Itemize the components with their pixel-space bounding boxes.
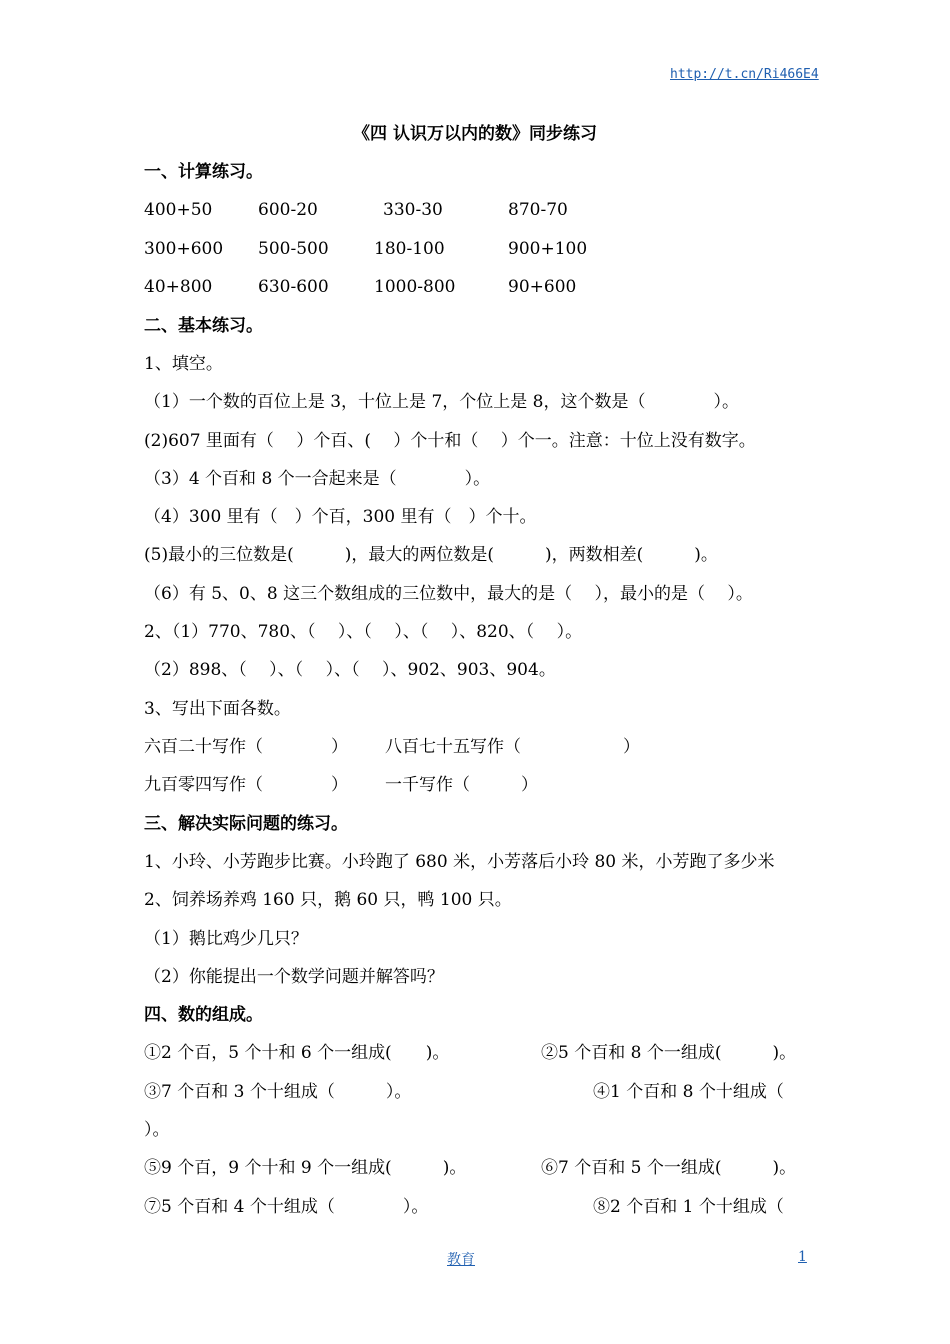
composition-item: ①2 个百，5 个十和 6 个一组成( )。 — [144, 1043, 450, 1063]
composition-item: ⑧2 个百和 1 个十组成（ — [593, 1197, 784, 1217]
write-numbers-label: 3、写出下面各数。 — [144, 699, 291, 719]
page-number: 1 — [798, 1249, 807, 1265]
fill-blank-item: （4）300 里有（ ）个百，300 里有（ ）个十。 — [144, 507, 537, 527]
footer-label-link[interactable]: 教育 — [447, 1252, 475, 1268]
fill-blank-item: (5)最小的三位数是( )，最大的两位数是( )，两数相差( )。 — [144, 545, 718, 565]
composition-item: ⑤9 个百，9 个十和 9 个一组成( )。 — [144, 1158, 467, 1178]
section4-heading: 四、数的组成。 — [144, 1005, 263, 1025]
section1-heading: 一、计算练习。 — [144, 162, 263, 182]
sequence-item: 2、（1）770、780、（ ）、（ ）、（ ）、820、（ ）。 — [144, 622, 583, 642]
calc-cell: 630-600 — [258, 277, 329, 297]
write-number-item: 八百七十五写作（ ） — [385, 737, 640, 757]
composition-item: ⑥7 个百和 5 个一组成( )。 — [541, 1158, 797, 1178]
calc-cell: 870-70 — [508, 200, 568, 220]
composition-item: ②5 个百和 8 个一组成( )。 — [541, 1043, 797, 1063]
composition-item: ③7 个百和 3 个十组成（ ）。 — [144, 1082, 412, 1102]
header-url-link[interactable]: http://t.cn/Ri466E4 — [670, 67, 819, 82]
composition-item: ⑦5 个百和 4 个十组成（ ）。 — [144, 1197, 429, 1217]
calc-cell: 1000-800 — [374, 277, 456, 297]
calc-cell: 40+800 — [144, 277, 213, 297]
fill-blank-label: 1、填空。 — [144, 354, 223, 374]
section3-heading: 三、解决实际问题的练习。 — [144, 814, 348, 834]
fill-blank-item: (2)607 里面有（ ）个百、( ）个十和（ ）个一。注意：十位上没有数字。 — [144, 431, 756, 451]
calc-cell: 400+50 — [144, 200, 213, 220]
word-problem: 2、饲养场养鸡 160 只，鹅 60 只，鸭 100 只。 — [144, 890, 512, 910]
word-problem: 1、小玲、小芳跑步比赛。小玲跑了 680 米，小芳落后小玲 80 米，小芳跑了多少米 — [144, 852, 775, 872]
write-number-item: 六百二十写作（ ） — [144, 737, 348, 757]
composition-item-continued: ）。 — [144, 1120, 170, 1140]
calc-cell: 900+100 — [508, 239, 588, 259]
write-number-item: 九百零四写作（ ） — [144, 775, 348, 795]
calc-cell: 90+600 — [508, 277, 577, 297]
section2-heading: 二、基本练习。 — [144, 316, 263, 336]
write-number-item: 一千写作（ ） — [385, 775, 538, 795]
fill-blank-item: （1）一个数的百位上是 3，十位上是 7，个位上是 8，这个数是（ ）。 — [144, 392, 739, 412]
fill-blank-item: （6）有 5、0、8 这三个数组成的三位数中，最大的是（ ），最小的是（ ）。 — [144, 584, 753, 604]
calc-cell: 300+600 — [144, 239, 224, 259]
sequence-item: （2）898、（ ）、（ ）、（ ）、902、903、904。 — [144, 660, 556, 680]
word-problem-sub: （2）你能提出一个数学问题并解答吗？ — [144, 967, 444, 987]
calc-cell: 180-100 — [374, 239, 445, 259]
calc-cell: 330-30 — [383, 200, 443, 220]
word-problem-sub: （1）鹅比鸡少几只？ — [144, 929, 308, 949]
fill-blank-item: （3）4 个百和 8 个一合起来是（ ）。 — [144, 469, 491, 489]
page-title: 《四 认识万以内的数》同步练习 — [353, 124, 597, 144]
calc-cell: 500-500 — [258, 239, 329, 259]
composition-item: ④1 个百和 8 个十组成（ — [593, 1082, 784, 1102]
calc-cell: 600-20 — [258, 200, 318, 220]
